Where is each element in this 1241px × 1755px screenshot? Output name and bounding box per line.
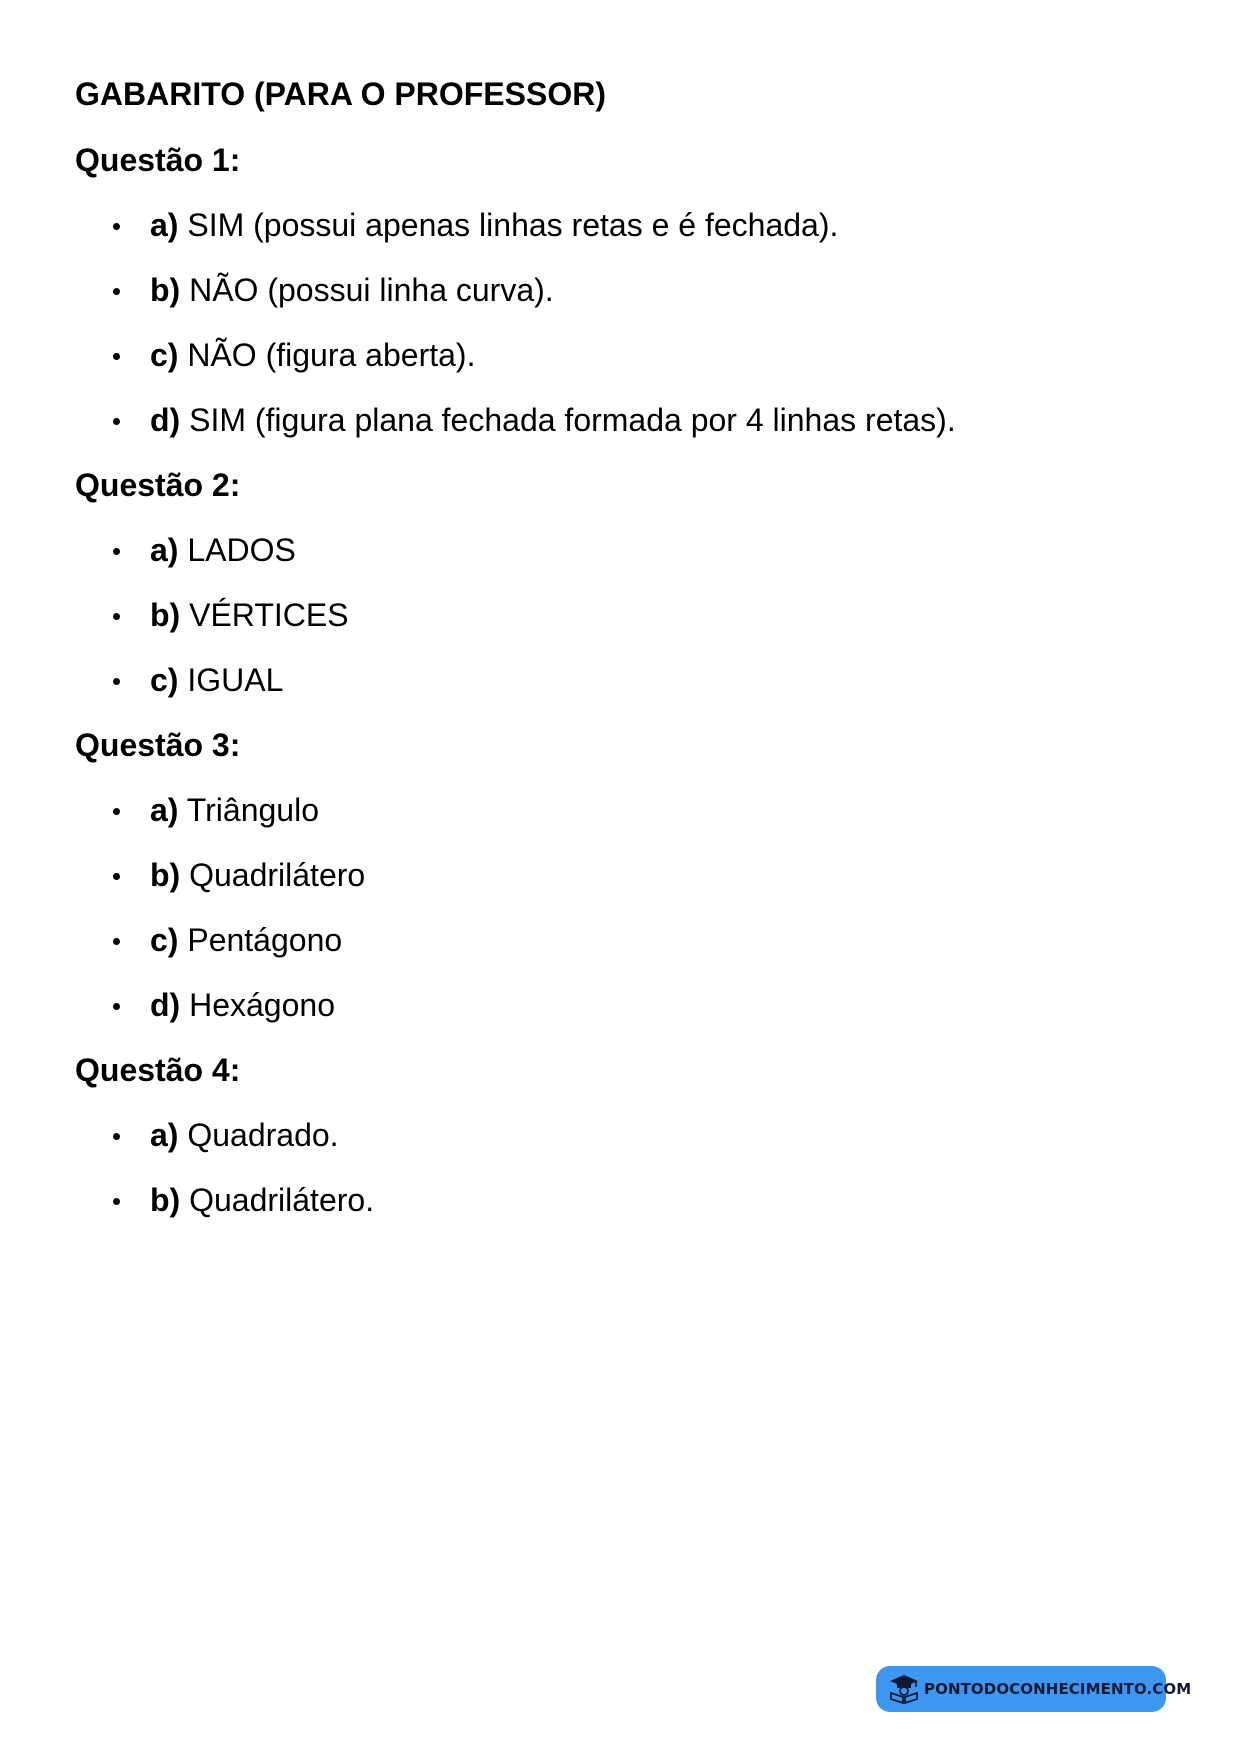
site-logo-badge[interactable] [876,1666,1192,1712]
graduation-reader-icon [888,1674,920,1704]
answer-letter: a) [150,207,179,243]
bullet-icon [113,1198,120,1205]
answer-item [0,983,1241,1027]
answer-text: Triângulo [178,792,319,828]
question-heading: Questão 3: [75,727,241,763]
answer-item [0,593,1241,637]
site-logo-text: PONTODOCONHECIMENTO.COM [924,1680,1192,1698]
bullet-icon [113,808,120,815]
answer-letter: b) [150,272,181,308]
answer-item [0,398,1241,442]
answer-item [0,1178,1241,1222]
answer-text: IGUAL [178,662,284,698]
answer-text: Hexágono [180,987,335,1023]
bullet-icon [113,288,120,295]
answer-item [0,268,1241,312]
answer-sections [0,138,1241,1243]
answer-item [0,333,1241,377]
answer-text: Quadrado. [178,1117,339,1153]
answer-text: NÃO (figura aberta). [178,337,476,373]
answer-letter: a) [150,1117,179,1153]
answer-list [0,528,1241,702]
answer-text: LADOS [178,532,296,568]
answer-list [0,1113,1241,1222]
answer-text: Pentágono [178,922,343,958]
answer-letter: c) [150,662,179,698]
answer-text: NÃO (possui linha curva). [180,272,554,308]
bullet-icon [113,678,120,685]
answer-letter: a) [150,792,179,828]
answer-item [0,203,1241,247]
question-heading: Questão 4: [75,1052,241,1088]
answer-item [0,1113,1241,1157]
answer-letter: b) [150,857,181,893]
page-title: GABARITO (PARA O PROFESSOR) [75,76,606,112]
answer-text: Quadrilátero. [180,1182,375,1218]
answer-list [0,203,1241,442]
answer-item [0,853,1241,897]
question-heading: Questão 1: [75,142,241,178]
bullet-icon [113,613,120,620]
answer-item [0,788,1241,832]
answer-item [0,918,1241,962]
bullet-icon [113,418,120,425]
bullet-icon [113,1003,120,1010]
bullet-icon [113,1133,120,1140]
answer-letter: c) [150,337,179,373]
answer-letter: c) [150,922,179,958]
answer-text: Quadrilátero [180,857,366,893]
bullet-icon [113,223,120,230]
answer-letter: b) [150,597,181,633]
answer-text: SIM (possui apenas linhas retas e é fechada). [178,207,839,243]
question-heading: Questão 2: [75,467,241,503]
answer-text: SIM (figura plana fechada formada por 4 linhas retas). [180,402,956,438]
answer-list [0,788,1241,1027]
answer-letter: d) [150,987,181,1023]
answer-letter: b) [150,1182,181,1218]
answer-text: VÉRTICES [180,597,349,633]
answer-letter: d) [150,402,181,438]
bullet-icon [113,873,120,880]
answer-item [0,528,1241,572]
bullet-icon [113,548,120,555]
bullet-icon [113,938,120,945]
bullet-icon [113,353,120,360]
answer-item [0,658,1241,702]
answer-letter: a) [150,532,179,568]
